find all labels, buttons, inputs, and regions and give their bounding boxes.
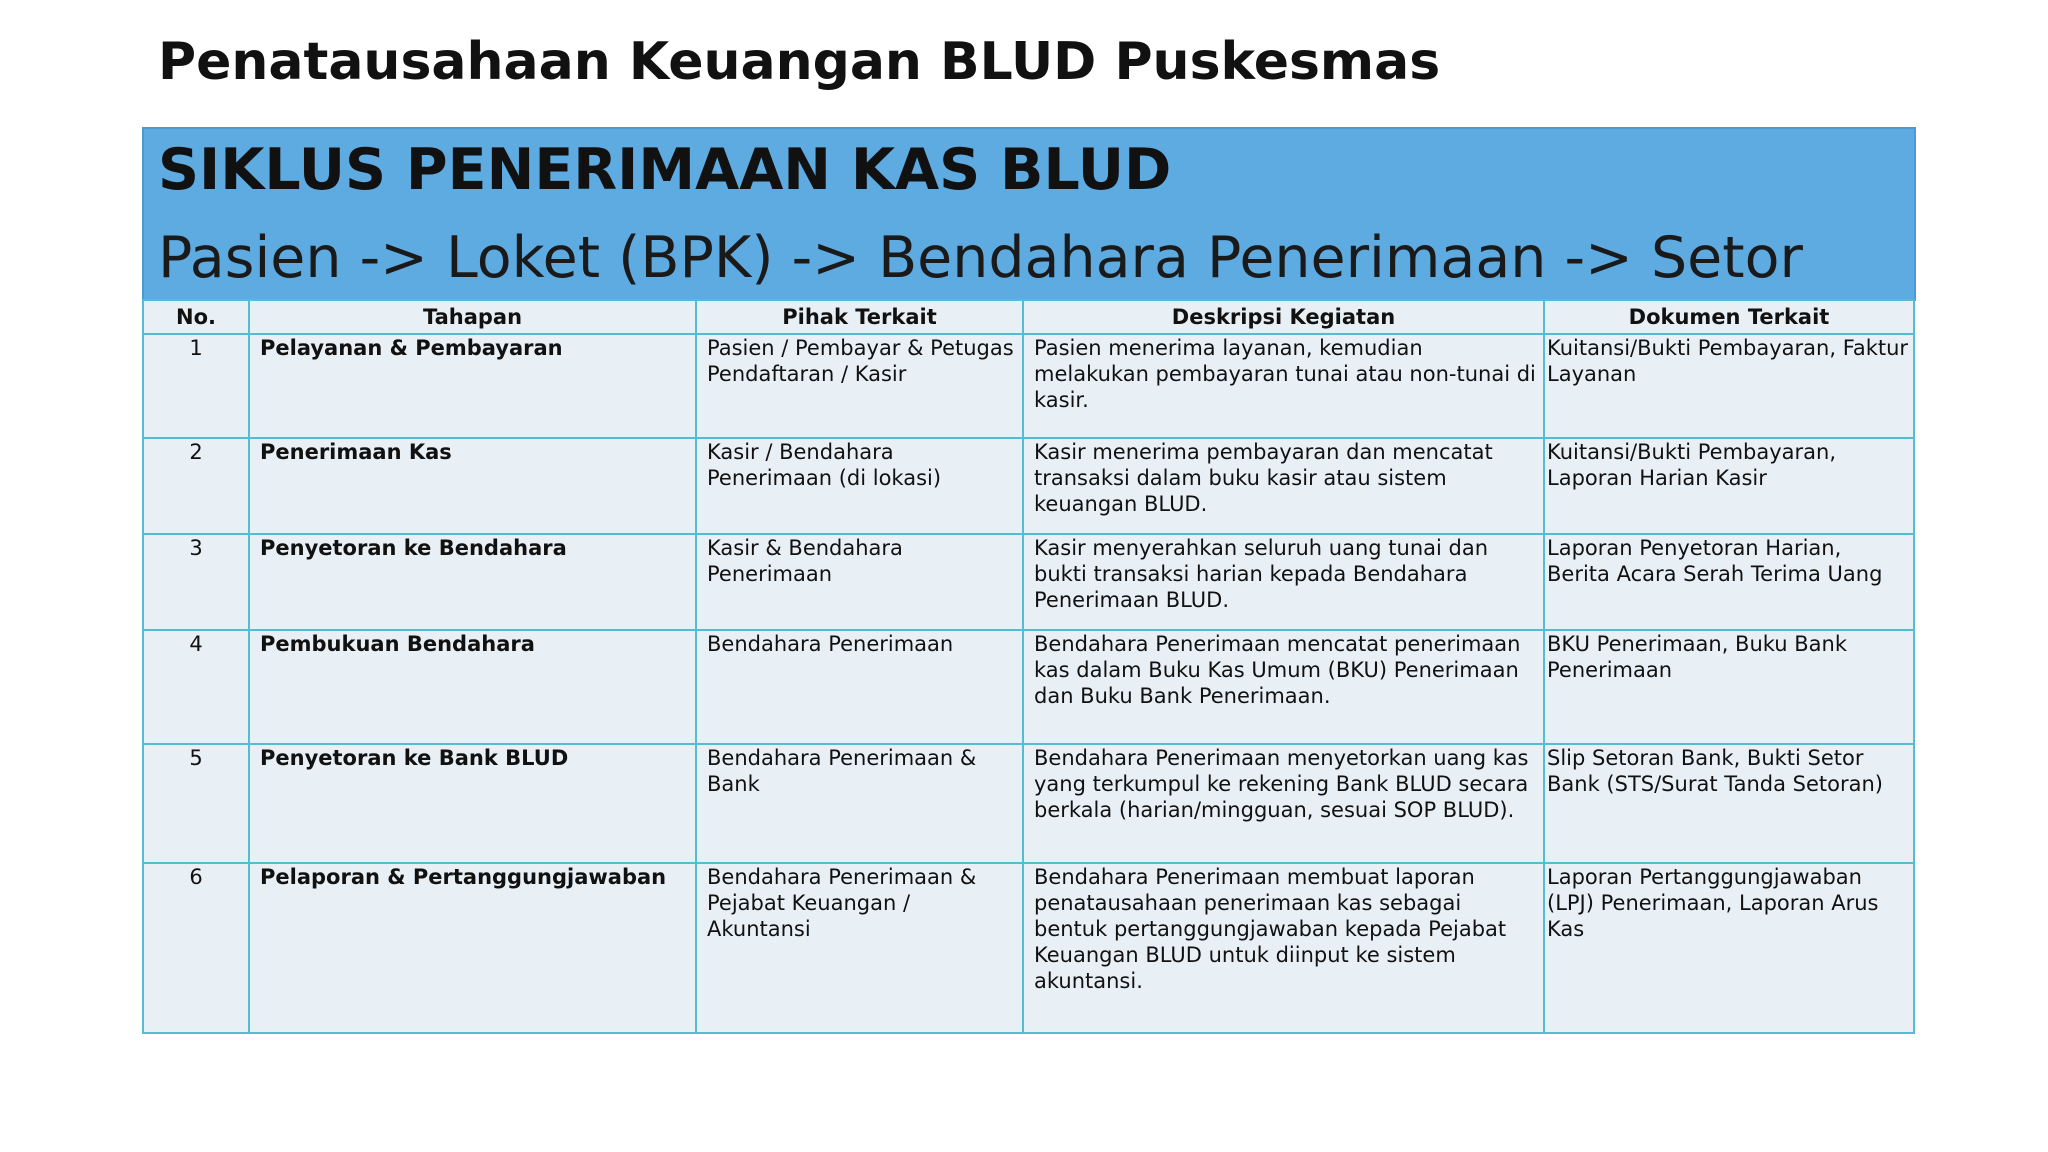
row-number: 4 bbox=[143, 630, 249, 744]
flow-description: Pasien -> Loket (BPK) -> Bendahara Penerimaan -> Setor bbox=[158, 225, 1803, 291]
table-header-row bbox=[143, 300, 1914, 334]
receipt-cycle-table bbox=[142, 299, 1915, 1034]
row-parties: Bendahara Penerimaan & Bank bbox=[696, 744, 1023, 863]
row-number: 6 bbox=[143, 863, 249, 1033]
row-parties: Kasir & Bendahara Penerimaan bbox=[696, 534, 1023, 630]
table-row bbox=[143, 334, 1914, 438]
row-documents: BKU Penerimaan, Buku Bank Penerimaan bbox=[1544, 630, 1914, 744]
row-stage: Pelayanan & Pembayaran bbox=[249, 334, 696, 438]
row-documents: Slip Setoran Bank, Bukti Setor Bank (STS/Surat Tanda Setoran) bbox=[1544, 744, 1914, 863]
row-number: 5 bbox=[143, 744, 249, 863]
column-header-dokumen: Dokumen Terkait bbox=[1544, 300, 1914, 334]
row-description: Bendahara Penerimaan membuat laporan penatausahaan penerimaan kas sebagai bentuk pertanggungjawaban kepada Pejabat Keuangan BLUD untuk diinput ke sistem akuntansi. bbox=[1023, 863, 1544, 1033]
row-description: Bendahara Penerimaan mencatat penerimaan kas dalam Buku Kas Umum (BKU) Penerimaan dan Buku Bank Penerimaan. bbox=[1023, 630, 1544, 744]
row-stage: Penyetoran ke Bank BLUD bbox=[249, 744, 696, 863]
row-stage: Penerimaan Kas bbox=[249, 438, 696, 534]
page-title: Penatausahaan Keuangan BLUD Puskesmas bbox=[158, 32, 1441, 92]
table-row bbox=[143, 630, 1914, 744]
row-description: Kasir menyerahkan seluruh uang tunai dan bukti transaksi harian kepada Bendahara Penerimaan BLUD. bbox=[1023, 534, 1544, 630]
row-number: 2 bbox=[143, 438, 249, 534]
row-stage: Pelaporan & Pertanggungjawaban bbox=[249, 863, 696, 1033]
table-row bbox=[143, 438, 1914, 534]
row-description: Kasir menerima pembayaran dan mencatat transaksi dalam buku kasir atau sistem keuangan BLUD. bbox=[1023, 438, 1544, 534]
section-header-box bbox=[142, 127, 1916, 301]
row-stage: Pembukuan Bendahara bbox=[249, 630, 696, 744]
column-header-no: No. bbox=[143, 300, 249, 334]
table-row bbox=[143, 744, 1914, 863]
row-documents: Laporan Pertanggungjawaban (LPJ) Penerimaan, Laporan Arus Kas bbox=[1544, 863, 1914, 1033]
row-stage: Penyetoran ke Bendahara bbox=[249, 534, 696, 630]
table-row bbox=[143, 863, 1914, 1033]
column-header-tahapan: Tahapan bbox=[249, 300, 696, 334]
column-header-deskripsi: Deskripsi Kegiatan bbox=[1023, 300, 1544, 334]
row-description: Bendahara Penerimaan menyetorkan uang kas yang terkumpul ke rekening Bank BLUD secara berkala (harian/mingguan, sesuai SOP BLUD). bbox=[1023, 744, 1544, 863]
row-description: Pasien menerima layanan, kemudian melakukan pembayaran tunai atau non-tunai di kasir. bbox=[1023, 334, 1544, 438]
row-parties: Kasir / Bendahara Penerimaan (di lokasi) bbox=[696, 438, 1023, 534]
row-number: 1 bbox=[143, 334, 249, 438]
row-parties: Bendahara Penerimaan bbox=[696, 630, 1023, 744]
row-number: 3 bbox=[143, 534, 249, 630]
row-documents: Kuitansi/Bukti Pembayaran, Faktur Layanan bbox=[1544, 334, 1914, 438]
column-header-pihak: Pihak Terkait bbox=[696, 300, 1023, 334]
section-title: SIKLUS PENERIMAAN KAS BLUD bbox=[158, 137, 1172, 203]
row-documents: Laporan Penyetoran Harian, Berita Acara Serah Terima Uang bbox=[1544, 534, 1914, 630]
row-parties: Bendahara Penerimaan & Pejabat Keuangan / Akuntansi bbox=[696, 863, 1023, 1033]
row-documents: Kuitansi/Bukti Pembayaran, Laporan Harian Kasir bbox=[1544, 438, 1914, 534]
table-row bbox=[143, 534, 1914, 630]
row-parties: Pasien / Pembayar & Petugas Pendaftaran / Kasir bbox=[696, 334, 1023, 438]
